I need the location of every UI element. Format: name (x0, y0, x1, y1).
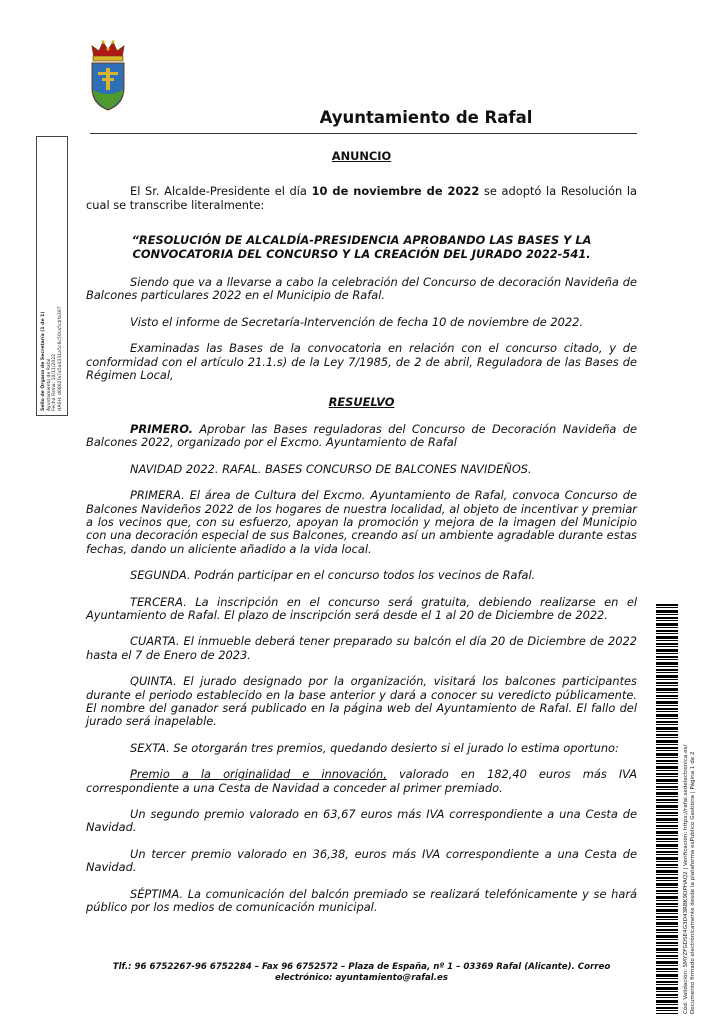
base-sexta: SEXTA. Se otorgarán tres premios, quedando desierto si el jurado lo estima oportuno: (130, 740, 619, 755)
stamp-line-1: Sello de Órgano de Secretaría (1 de 1) (40, 311, 46, 411)
barcode-icon (656, 604, 678, 1014)
base-primera: PRIMERA. El área de Cultura del Excmo. Ayuntamiento de Rafal, convoca Concurso de Balcones Navideños 2022 de los hogares de nuestra localidad, al objeto de incentivar y premiar a los vecinos que, con su esfuerzo, apoyan la promoción y mejora de la imagen del Municipio con una decoración especial de sus Balcones, creando así un ambiente agradable durante estas fechas, dando un aliciente añadido a la vida local. (86, 488, 637, 556)
resuelvo-heading: RESUELVO (328, 395, 395, 410)
paragraph-siendo: Siendo que va a llevarse a cabo la celebración del Concurso de decoración Navideña de Balcones particulares 2022 en el Municipio de Rafal. (86, 275, 637, 303)
base-tercera: TERCERA. La inscripción en el concurso será gratuita, debiendo realizarse en el Ayuntamiento de Rafal. El plazo de inscripción será desde el 1 al 20 de Diciembre de 2022. (86, 594, 637, 622)
paragraph-primero: PRIMERO. Aprobar las Bases reguladoras del Concurso de Decoración Navideña de Balcones 2022, organizado por el Excmo. Ayuntamiento de Rafal (86, 421, 637, 450)
footer-line-2: electrónico: ayuntamiento@rafal.es (275, 972, 448, 983)
bases-title: NAVIDAD 2022. RAFAL. BASES CONCURSO DE BALCONES NAVIDEÑOS. (130, 461, 532, 476)
stamp-line-3: Fecha Firma: 10/11/2022 (52, 353, 57, 411)
base-septima: SÉPTIMA. La comunicación del balcón premiado se realizará telefónicamente y se hará público por los medios de comunicación municipal. (86, 886, 637, 915)
document-body (86, 150, 637, 914)
resolution-title: “RESOLUCIÓN DE ALCALDÍA-PRESIDENCIA APROBANDO LAS BASES Y LA CONVOCATORIA DEL CONCURSO Y LA CREACIÓN DEL JURADO 2022-541. (131, 233, 592, 261)
validation-strip (654, 604, 722, 1014)
footer-line-1: Tlf.: 96 6752267-96 6752284 – Fax 96 6752572 – Plaza de España, nº 1 – 03369 Rafal (Alicante). Correo (112, 962, 611, 972)
base-quinta: QUINTA. El jurado designado por la organización, visitará los balcones participantes durante el periodo establecido en la base anterior y dará a conocer su veredicto públicamente. El nombre del ganador será publicado en la página web del Ayuntamiento de Rafal. El fallo del jurado será inapelable. (86, 674, 637, 729)
premio-segundo: Un segundo premio valorado en 63,67 euros más IVA correspondiente a una Cesta de Navidad. (86, 807, 637, 835)
resolution-date: 10 de noviembre de 2022 (311, 184, 480, 199)
base-cuarta: CUARTA. El inmueble deberá tener preparado su balcón el día 20 de Diciembre de 2022 hasta el 7 de Enero de 2023. (86, 634, 637, 662)
intro-paragraph: El Sr. Alcalde-Presidente el día 10 de noviembre de 2022 se adoptó la Resolución la cual se transcribe literalmente: (86, 184, 637, 212)
premio-primero: Premio a la originalidad e innovación, valorado en 182,40 euros más IVA correspondiente a una Cesta de Navidad a conceder al primer premiado. (86, 767, 637, 795)
validation-line-1: Cód. Validación: 5MYZFGDSE4G3D43RBK9DPHAQ2 | Verificación: https://rafal.sedelectronica.es/ (683, 744, 689, 1014)
premio-tercero: Un tercer premio valorado en 36,38, euros más IVA correspondiente a una Cesta de Navidad. (86, 846, 637, 875)
page-title: Ayuntamiento de Rafal (319, 108, 533, 127)
document-heading: ANUNCIO (331, 149, 392, 163)
stamp-line-4: HASH: d6862fa7a5a4331a5c6c50ca5cbfa307 (57, 306, 63, 411)
coat-of-arms-icon (86, 38, 130, 112)
paragraph-visto: Visto el informe de Secretaría-Intervención de fecha 10 de noviembre de 2022. (130, 314, 584, 329)
base-segunda: SEGUNDA. Podrán participar en el concurso todos los vecinos de Rafal. (130, 568, 536, 583)
stamp-line-2: Ayuntamiento de Rafal (46, 358, 52, 411)
header-divider (90, 133, 637, 134)
page-footer (86, 962, 637, 983)
validation-line-2: Documento firmado electrónicamente desde la plataforma esPublico Gestiona | Página 1 de 2 (690, 751, 696, 1014)
paragraph-examinadas: Examinadas las Bases de la convocatoria en relación con el concurso citado, y de conformidad con el artículo 21.1.s) de la Ley 7/1985, de 2 de abril, Reguladora de las Bases de Régimen Local, (86, 341, 637, 383)
signature-stamp (36, 136, 68, 416)
